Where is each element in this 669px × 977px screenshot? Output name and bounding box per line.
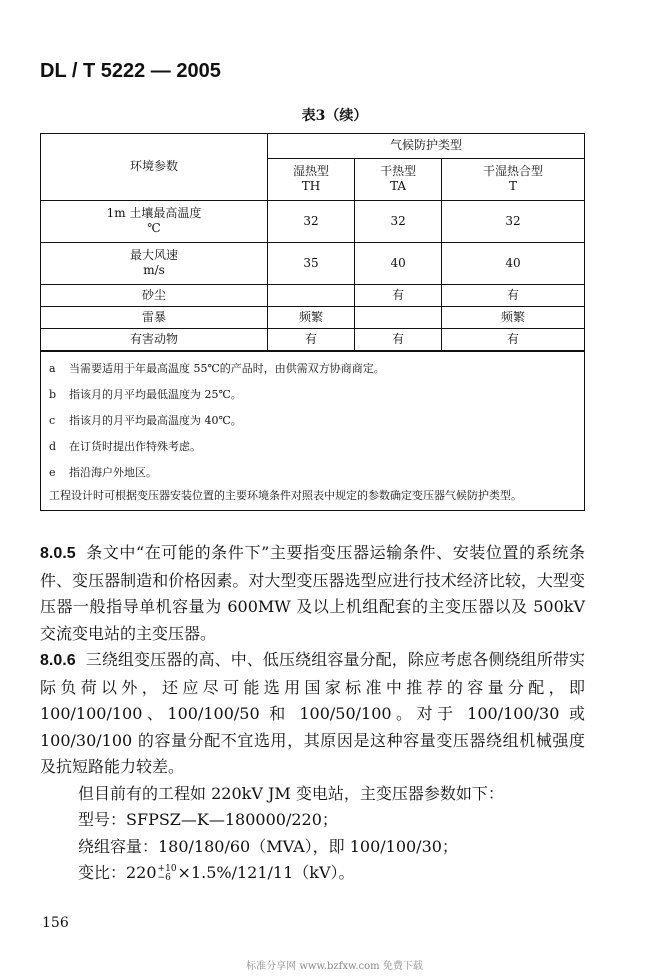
section-8-0-6 bbox=[40, 647, 585, 781]
environment-parameter-table bbox=[41, 134, 584, 351]
type-header: 干热型 TA bbox=[355, 158, 442, 200]
type-header: 干湿热合型 T bbox=[442, 158, 584, 200]
value-cell: 32 bbox=[355, 200, 442, 242]
table-row bbox=[41, 200, 584, 242]
section-8-0-5 bbox=[40, 540, 585, 647]
value-cell: 有 bbox=[442, 284, 584, 306]
body-text bbox=[40, 540, 585, 887]
table-note: c 指该月的月平均最高温度为 40℃。 bbox=[49, 413, 242, 427]
table-note-final: 工程设计时可根据变压器安装位置的主要环境条件对照表中规定的参数确定变压器气候防护类型。 bbox=[49, 488, 522, 502]
value-cell: 40 bbox=[355, 242, 442, 284]
footer-watermark: 标准分享网 www.bzfxw.com 免费下载 bbox=[246, 961, 423, 972]
value-cell: 频繁 bbox=[268, 306, 355, 328]
section-text: 三绕组变压器的高、中、低压绕组容量分配，除应考虑各侧绕组所带实际负荷以外，还应尽可能选用国家标准中推荐的容量分配，即 100/100/100、100/100/50 和 100/50/100。对于 100/100/30 或 100/30/100 的容量分配不宜选用，其原因是这种容量变压器绕组机械强度及抗短路能力较差。 bbox=[40, 650, 585, 776]
value-cell: 有 bbox=[355, 328, 442, 350]
param-cell: 雷暴 bbox=[41, 306, 268, 328]
section-number: 8.0.6 bbox=[40, 652, 76, 669]
group-header: 气候防护类型 bbox=[268, 134, 585, 158]
value-cell: 频繁 bbox=[442, 306, 584, 328]
value-cell: 有 bbox=[355, 284, 442, 306]
table-note: b 指该月的月平均最低温度为 25℃。 bbox=[49, 387, 242, 401]
table-row bbox=[41, 284, 584, 306]
param-cell: 砂尘 bbox=[41, 284, 268, 306]
table-note: d 在订货时提出作特殊考虑。 bbox=[49, 439, 201, 453]
param-header: 环境参数 bbox=[41, 134, 268, 200]
table-row bbox=[41, 242, 584, 284]
table-caption: 表3（续） bbox=[301, 108, 368, 124]
table-row bbox=[41, 328, 584, 350]
param-cell: 最大风速 m/s bbox=[41, 242, 268, 284]
value-cell: 有 bbox=[442, 328, 584, 350]
example-capacity: 绕组容量：180/180/60（MVA），即 100/100/30； bbox=[78, 836, 458, 856]
page-number: 156 bbox=[42, 915, 69, 931]
type-header: 湿热型 TH bbox=[268, 158, 355, 200]
table-note: a 当需要适用于年最高温度 55℃的产品时，由供需双方协商商定。 bbox=[49, 361, 385, 375]
section-number: 8.0.5 bbox=[40, 545, 76, 562]
table-notes bbox=[41, 351, 584, 510]
section-text: 条文中“在可能的条件下”主要指变压器运输条件、安装位置的系统条件、变压器制造和价格因素。对大型变压器选型应进行技术经济比较，大型变压器一般指导单机容量为 600MW 及以上机组配套的主变压器以及 500kV 交流变电站的主变压器。 bbox=[40, 543, 585, 643]
example-model: 型号：SFPSZ—K—180000/220； bbox=[78, 810, 338, 829]
value-cell: 有 bbox=[268, 328, 355, 350]
document-code: DL / T 5222 — 2005 bbox=[40, 60, 221, 82]
value-cell: 32 bbox=[442, 200, 584, 242]
value-cell: 32 bbox=[268, 200, 355, 242]
value-cell bbox=[355, 306, 442, 328]
value-cell: 35 bbox=[268, 242, 355, 284]
environment-table bbox=[40, 133, 585, 511]
example-ratio: 变比：220 +10 −6 ×1.5%/121/11（kV）。 bbox=[78, 863, 355, 883]
param-cell: 有害动物 bbox=[41, 328, 268, 350]
tolerance: +10 −6 bbox=[157, 863, 177, 883]
value-cell bbox=[268, 284, 355, 306]
table-note: e 指沿海户外地区。 bbox=[49, 465, 157, 479]
example-intro: 但目前有的工程如 220kV JM 变电站，主变压器参数如下： bbox=[78, 783, 504, 803]
value-cell: 40 bbox=[442, 242, 584, 284]
table-row bbox=[41, 306, 584, 328]
param-cell: 1m 土壤最高温度 ℃ bbox=[41, 200, 268, 242]
